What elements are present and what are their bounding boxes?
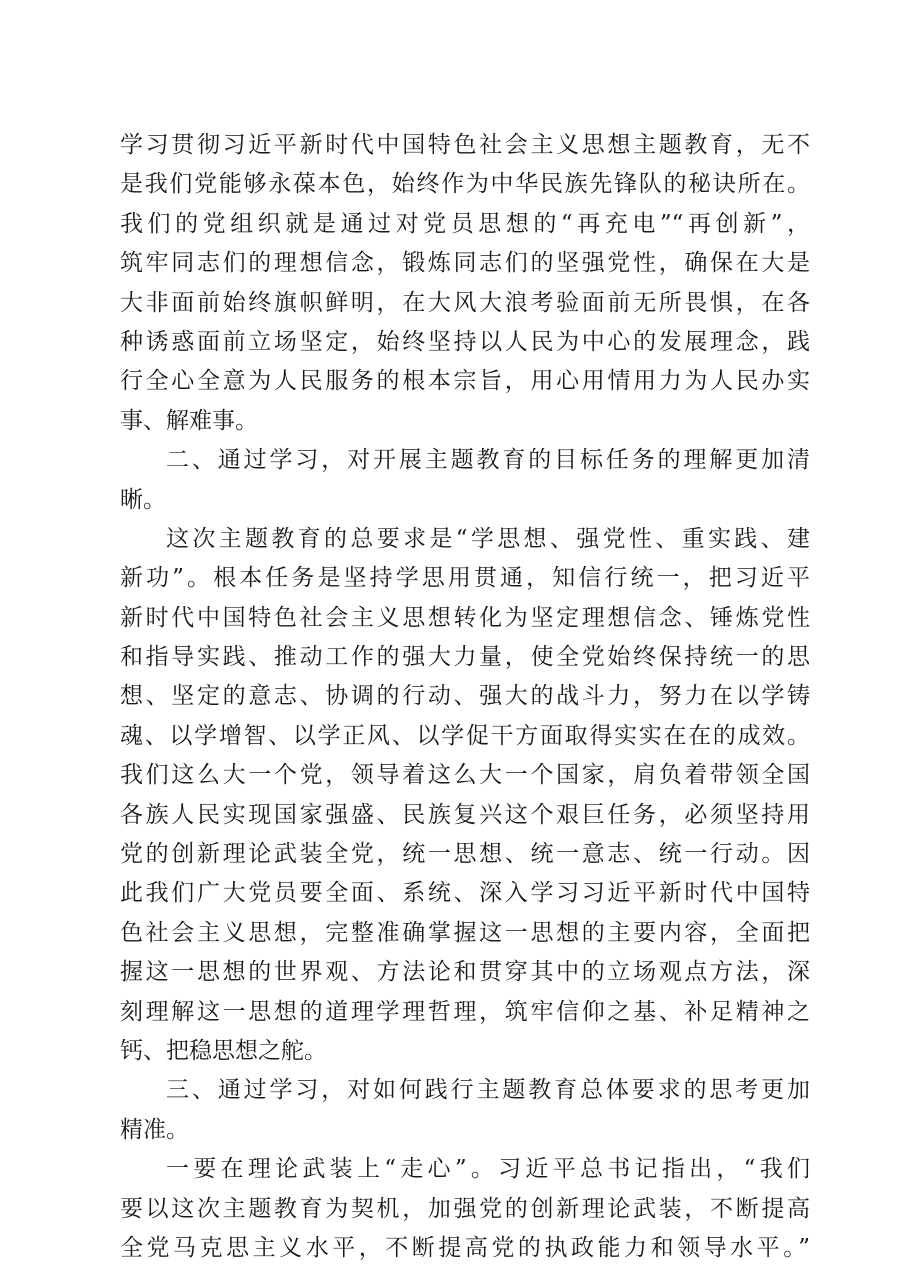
document-text-line: 新功”。根本任务是坚持学思用贯通，知信行统一，把习近平 (120, 565, 810, 592)
document-text-line: 魂、以学增智、以学正风、以学促干方面取得实实在在的成效。 (120, 722, 810, 749)
document-text-line: 我们这么大一个党，领导着这么大一个国家，肩负着带领全国 (120, 762, 810, 789)
document-text-line: 筑牢同志们的理想信念，锻炼同志们的坚强党性，确保在大是 (120, 250, 810, 277)
document-text-line: 钙、把稳思想之舵。 (120, 1037, 327, 1064)
document-text-line: 握这一思想的世界观、方法论和贯穿其中的立场观点方法，深 (120, 959, 810, 986)
document-text-line: 新时代中国特色社会主义思想转化为坚定理想信念、锤炼党性 (120, 604, 810, 631)
document-text-line: 精准。 (120, 1116, 189, 1143)
document-text-line: 种诱惑面前立场坚定，始终坚持以人民为中心的发展理念，践 (120, 328, 810, 355)
document-text-line: 是我们党能够永葆本色，始终作为中华民族先锋队的秘诀所在。 (120, 171, 810, 198)
document-text-line: 全党马克思主义水平，不断提高党的执政能力和领导水平。” (120, 1234, 810, 1261)
document-text-line: 刻理解这一思想的道理学理哲理，筑牢信仰之基、补足精神之 (120, 998, 810, 1025)
document-text-line: 这次主题教育的总要求是“学思想、强党性、重实践、建 (166, 525, 810, 552)
document-text-line: 我们的党组织就是通过对党员思想的“再充电”“再创新”， (120, 210, 810, 237)
document-text-line: 要以这次主题教育为契机，加强党的创新理论武装，不断提高 (120, 1195, 810, 1222)
document-text-line: 党的创新理论武装全党，统一思想、统一意志、统一行动。因 (120, 841, 810, 868)
document-text-line: 一要在理论武装上“走心”。习近平总书记指出，“我们 (166, 1156, 810, 1183)
document-text-line: 色社会主义思想，完整准确掌握这一思想的主要内容，全面把 (120, 919, 810, 946)
document-text-line: 想、坚定的意志、协调的行动、强大的战斗力，努力在以学铸 (120, 683, 810, 710)
document-text-line: 事、解难事。 (120, 407, 258, 434)
document-text-line: 二、通过学习，对开展主题教育的目标任务的理解更加清 (166, 447, 810, 474)
document-body (120, 126, 810, 1268)
document-text-line: 晰。 (120, 486, 166, 513)
document-text-line: 此我们广大党员要全面、系统、深入学习习近平新时代中国特 (120, 880, 810, 907)
document-text-line: 和指导实践、推动工作的强大力量，使全党始终保持统一的思 (120, 644, 810, 671)
document-text-line: 行全心全意为人民服务的根本宗旨，用心用情用力为人民办实 (120, 368, 810, 395)
document-text-line: 大非面前始终旗帜鲜明，在大风大浪考验面前无所畏惧，在各 (120, 289, 810, 316)
document-text-line: 三、通过学习，对如何践行主题教育总体要求的思考更加 (166, 1077, 810, 1104)
document-text-line: 各族人民实现国家强盛、民族复兴这个艰巨任务，必须坚持用 (120, 801, 810, 828)
document-text-line: 学习贯彻习近平新时代中国特色社会主义思想主题教育，无不 (120, 132, 810, 158)
